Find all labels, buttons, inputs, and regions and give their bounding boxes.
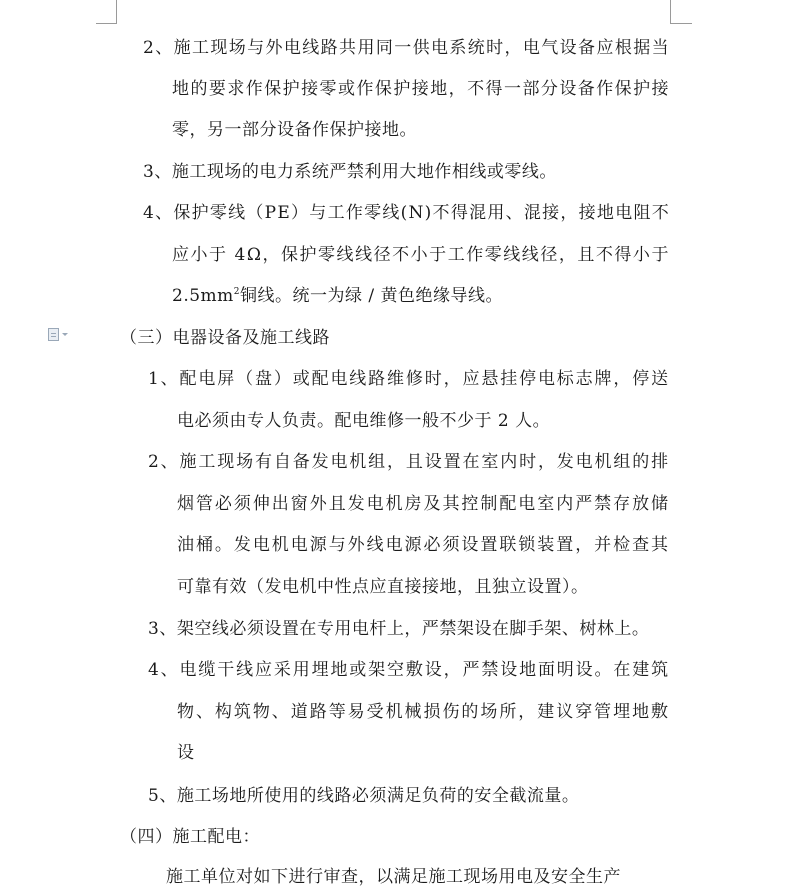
crop-mark-top-left — [116, 0, 117, 24]
paragraph-settings-icon[interactable] — [48, 328, 68, 341]
paragraph-line: 1、配电屏（盘）或配电线路维修时，应悬挂停电标志牌，停送 — [148, 369, 670, 389]
text-run: 2.5mm — [172, 286, 234, 306]
paragraph-line: 零，另一部分设备作保护接地。 — [172, 120, 417, 140]
superscript: 2 — [233, 287, 241, 297]
paragraph-line: 物、构筑物、道路等易受机械损伤的场所，建议穿管埋地敷 — [177, 702, 670, 722]
crop-mark-top-right — [670, 23, 692, 24]
paragraph-line: 4、保护零线（PE）与工作零线(N)不得混用、混接，接地电阻不 — [143, 203, 670, 223]
paragraph-line: 5、施工场地所使用的线路必须满足负荷的安全截流量。 — [148, 786, 580, 806]
paragraph-line: 3、架空线必须设置在专用电杆上，严禁架设在脚手架、树林上。 — [148, 619, 650, 639]
paragraph-line: 设 — [177, 743, 195, 763]
paragraph-line: 烟管必须伸出窗外且发电机房及其控制配电室内严禁存放储 — [177, 494, 670, 514]
paragraph-line — [172, 285, 503, 307]
section-heading: （三）电器设备及施工线路 — [120, 328, 330, 348]
document-icon — [48, 328, 59, 341]
paragraph-line: 2、施工现场有自备发电机组，且设置在室内时，发电机组的排 — [148, 452, 670, 472]
paragraph-line: 4、电缆干线应采用埋地或架空敷设，严禁设地面明设。在建筑 — [148, 660, 670, 680]
paragraph-line: 油桶。发电机电源与外线电源必须设置联锁装置，并检查其 — [177, 535, 670, 555]
paragraph-line: 电必须由专人负责。配电维修一般不少于 2 人。 — [177, 411, 551, 431]
paragraph-line: 地的要求作保护接零或作保护接地，不得一部分设备作保护接 — [172, 79, 670, 99]
chevron-down-icon — [62, 333, 68, 336]
paragraph-line: 3、施工现场的电力系统严禁利用大地作相线或零线。 — [143, 162, 557, 182]
paragraph-line: 可靠有效（发电机中性点应直接接地，且独立设置）。 — [177, 577, 589, 597]
paragraph-line: 2、施工现场与外电线路共用同一供电系统时，电气设备应根据当 — [143, 38, 670, 58]
crop-mark-top-right — [670, 0, 671, 24]
text-run: 铜线。统一为绿 / 黄色绝缘导线。 — [240, 286, 504, 306]
crop-mark-top-left — [96, 23, 117, 24]
paragraph-line-partial: 施工单位对如下进行审查，以满足施工现场用电及安全生产 — [166, 867, 621, 887]
section-heading: （四）施工配电： — [120, 827, 260, 847]
paragraph-line: 应小于 4Ω，保护零线线径不小于工作零线线径，且不得小于 — [172, 245, 670, 265]
